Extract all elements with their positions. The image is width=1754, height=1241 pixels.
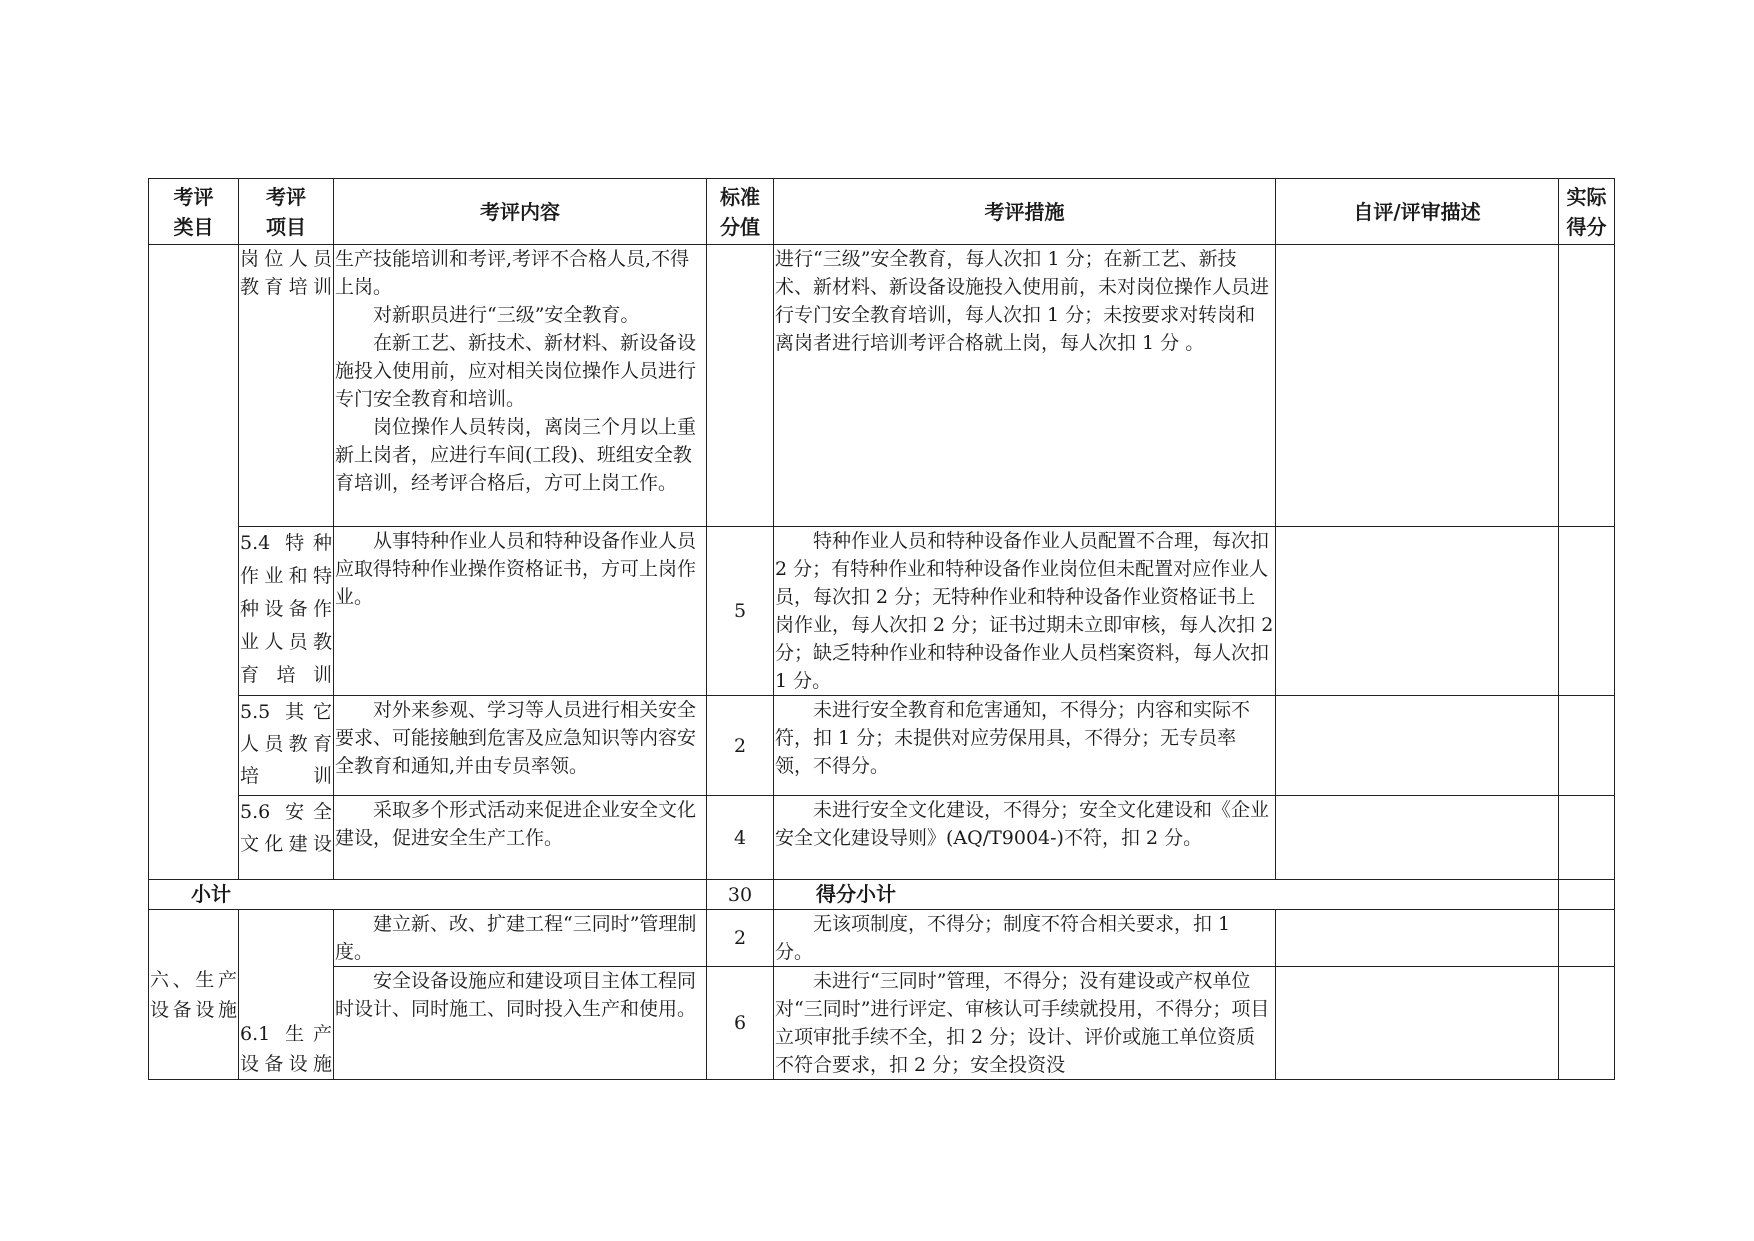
actual-score-cell[interactable] [1559, 696, 1615, 796]
item-cell: 5.4 特种作业和特种设备作业人员教育培训 [239, 527, 334, 696]
table-row [149, 527, 1615, 696]
actual-score-cell[interactable] [1559, 967, 1615, 1080]
self-eval-cell[interactable] [1276, 527, 1559, 696]
header-self: 自评/评审描述 [1276, 179, 1559, 245]
self-eval-cell[interactable] [1276, 910, 1559, 967]
category-cell: 六、生产设备设施 [149, 910, 239, 1080]
measure-cell: 未进行“三同时”管理，不得分；没有建设或产权单位对“三同时”进行评定、审核认可手续就投用，不得分；项目立项审批手续不全，扣 2 分；设计、评价或施工单位资质不符合要求，扣 2 分；安全投资没 [774, 967, 1276, 1080]
item-cell: 5.6 安全文化建设 [239, 796, 334, 880]
subtotal-actual-cell[interactable] [1559, 880, 1615, 910]
actual-score-cell[interactable] [1559, 910, 1615, 967]
evaluation-table [148, 178, 1615, 1080]
score-cell: 6 [707, 967, 774, 1080]
header-content: 考评内容 [334, 179, 707, 245]
table-row [149, 910, 1615, 967]
content-cell: 生产技能培训和考评,考评不合格人员,不得上岗。 对新职员进行“三级”安全教育。 在新工艺、新技术、新材料、新设备设施投入使用前，应对相关岗位操作人员进行专门安全教育和培训。 岗位操作人员转岗，离岗三个月以上重新上岗者，应进行车间(工段)、班组安全教育培训，经考评合格后，方可上岗工作。 [334, 245, 707, 527]
content-cell: 采取多个形式活动来促进企业安全文化建设，促进安全生产工作。 [334, 796, 707, 880]
item-cell: 岗位人员教育培训 [239, 245, 334, 527]
subtotal-score: 30 [707, 880, 774, 910]
content-cell: 对外来参观、学习等人员进行相关安全要求、可能接触到危害及应急知识等内容安全教育和通知,并由专员率领。 [334, 696, 707, 796]
measure-cell: 无该项制度，不得分；制度不符合相关要求，扣 1 分。 [774, 910, 1276, 967]
score-cell: 2 [707, 696, 774, 796]
content-cell: 建立新、改、扩建工程“三同时”管理制度。 [334, 910, 707, 967]
score-cell: 4 [707, 796, 774, 880]
header-score: 标准分值 [707, 179, 774, 245]
subtotal-measure-cell: 得分小计 [774, 880, 1559, 910]
subtotal-label-cell: 小计 [149, 880, 707, 910]
self-eval-cell[interactable] [1276, 245, 1559, 527]
header-category: 考评类目 [149, 179, 239, 245]
header-row [149, 179, 1615, 245]
category-cell-empty [149, 245, 239, 880]
subtotal-row [149, 880, 1615, 910]
header-item: 考评项目 [239, 179, 334, 245]
score-cell [707, 245, 774, 527]
score-cell: 2 [707, 910, 774, 967]
table-row [149, 967, 1615, 1080]
header-measure: 考评措施 [774, 179, 1276, 245]
score-cell: 5 [707, 527, 774, 696]
item-cell: 5.5 其它人员教育培训 [239, 696, 334, 796]
self-eval-cell[interactable] [1276, 967, 1559, 1080]
actual-score-cell[interactable] [1559, 245, 1615, 527]
table-row [149, 245, 1615, 527]
header-actual: 实际得分 [1559, 179, 1615, 245]
measure-cell: 特种作业人员和特种设备作业人员配置不合理，每次扣 2 分；有特种作业和特种设备作业岗位但未配置对应作业人员，每次扣 2 分；无特种作业和特种设备作业资格证书上岗作业，每人次扣 2 分；证书过期未立即审核，每人次扣 2 分；缺乏特种作业和特种设备作业人员档案资料，每人次扣 1 分。 [774, 527, 1276, 696]
item-cell: 6.1 生产设备设施 [239, 910, 334, 1080]
measure-cell: 进行“三级”安全教育，每人次扣 1 分；在新工艺、新技术、新材料、新设备设施投入使用前，未对岗位操作人员进行专门安全教育培训，每人次扣 1 分；未按要求对转岗和离岗者进行培训考评合格就上岗，每人次扣 1 分 。 [774, 245, 1276, 527]
actual-score-cell[interactable] [1559, 796, 1615, 880]
table-row [149, 796, 1615, 880]
measure-cell: 未进行安全文化建设，不得分；安全文化建设和《企业安全文化建设导则》(AQ/T9004-)不符，扣 2 分。 [774, 796, 1276, 880]
content-cell: 安全设备设施应和建设项目主体工程同时设计、同时施工、同时投入生产和使用。 [334, 967, 707, 1080]
measure-cell: 未进行安全教育和危害通知，不得分；内容和实际不符，扣 1 分；未提供对应劳保用具，不得分；无专员率领，不得分。 [774, 696, 1276, 796]
actual-score-cell[interactable] [1559, 527, 1615, 696]
self-eval-cell[interactable] [1276, 696, 1559, 796]
content-cell: 从事特种作业人员和特种设备作业人员应取得特种作业操作资格证书，方可上岗作业。 [334, 527, 707, 696]
self-eval-cell[interactable] [1276, 796, 1559, 880]
table-row [149, 696, 1615, 796]
